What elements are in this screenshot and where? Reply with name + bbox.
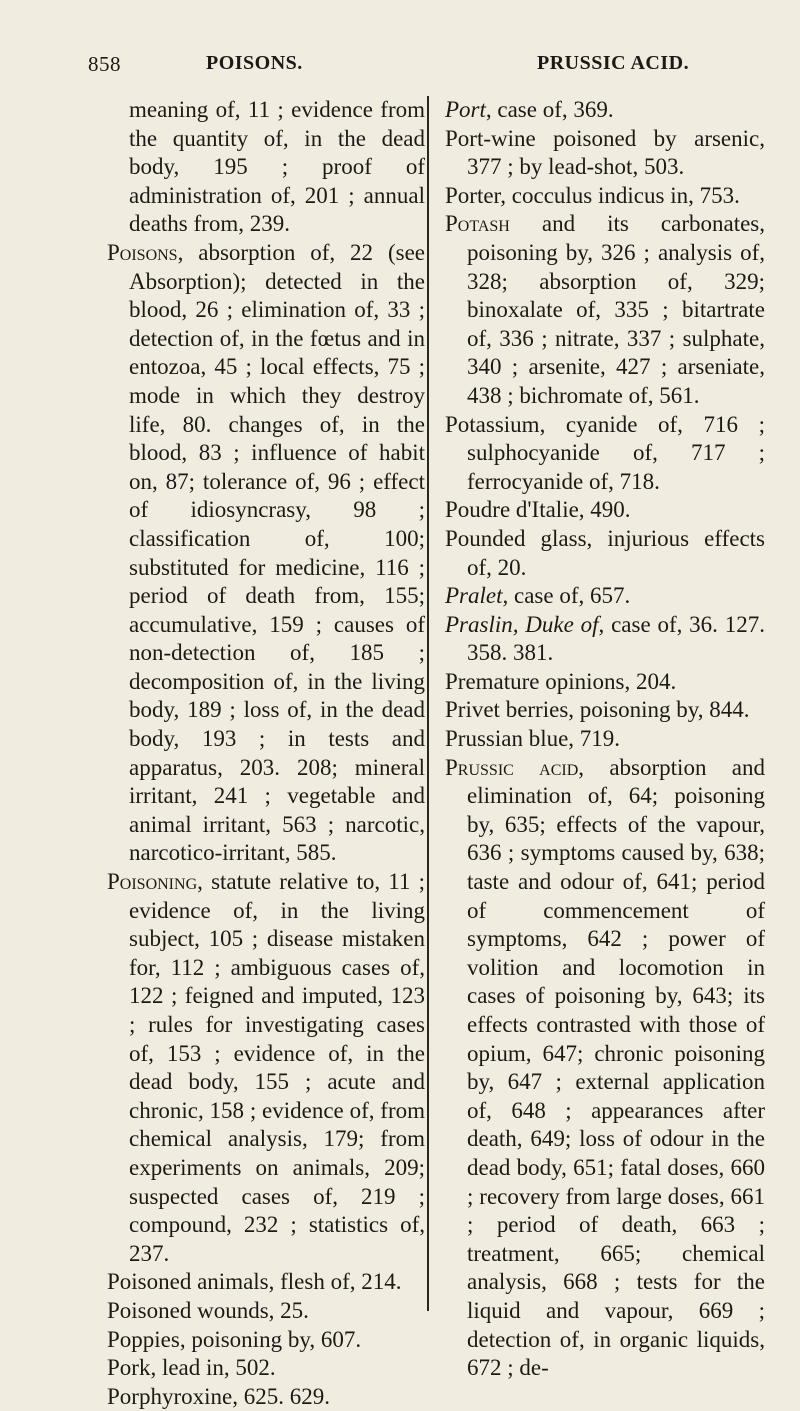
index-entry: Porter, cocculus indicus in, 753. [445, 182, 740, 208]
index-entry: Poppies, poisoning by, 607. [107, 1326, 362, 1352]
right-index-column [445, 96, 765, 1383]
index-entry: Premature opinions, 204. [445, 668, 677, 694]
index-entry: Potash and its carbonates, poisoning by, 326 ; analysis of, 328; absorption of, 329; binoxalate of, 335 ; bitartrate of, 336 ; nitrate, 337 ; sulphate, 340 ; arsenite, 427 ; arseniate, 438 ; bichromate of, 561. [445, 211, 765, 408]
entry-heading: Pralet [445, 583, 503, 609]
index-entry: Poisoned wounds, 25. [107, 1297, 309, 1323]
index-entry: Poisoned animals, flesh of, 214. [107, 1269, 402, 1295]
index-entry: Poudre d'Italie, 490. [445, 497, 631, 523]
header-right-title: PRUSSIC ACID. [537, 52, 690, 74]
index-entry: Port-wine poisoned by arsenic, 377 ; by lead-shot, 503. [445, 125, 765, 180]
column-divider [427, 96, 429, 1311]
index-entry: Potassium, cyanide of, 716 ; sulphocyanide of, 717 ; ferrocyanide of, 718. [445, 411, 765, 494]
entry-heading: Port [445, 97, 486, 122]
header-left-title: POISONS. [206, 52, 303, 74]
page-number: 858 [88, 52, 121, 76]
entry-heading: Poisoning [107, 869, 198, 895]
index-entry: Praslin, Duke of, case of, 36. 127. 358. 381. [445, 611, 765, 666]
left-index-column [107, 96, 425, 1411]
index-entry: Poisons, absorption of, 22 (see Absorption); detected in the blood, 26 ; elimination of, 33 ; detection of, in the fœtus and in entozoa, 45 ; local effects, 75 ; mode in which they destroy life, 80. changes of, in the blood, 83 ; influence of habit on, 87; tolerance of, 96 ; effect of idiosyncrasy, 98 ; classification of, 100; substituted for medicine, 116 ; period of death from, 155; accumulative, 159 ; causes of non-detection of, 185 ; decomposition of, in the living body, 189 ; loss of, in the dead body, 193 ; in tests and apparatus, 203. 208; mineral irritant, 241 ; vegetable and animal irritant, 563 ; narcotic, narcotico-irritant, 585. [107, 239, 425, 866]
index-entry: Port, case of, 369. [445, 97, 614, 122]
index-entry: Privet berries, poisoning by, 844. [445, 697, 750, 723]
entry-heading: Praslin, Duke of [445, 611, 599, 637]
index-entry: Pounded glass, injurious effects of, 20. [445, 525, 765, 580]
entry-heading: Prussic acid [445, 754, 579, 780]
entry-heading: Potash [445, 211, 510, 237]
index-entry: Pralet, case of, 657. [445, 583, 631, 609]
entry-heading: Poisons [107, 239, 178, 265]
index-entry: Porphyroxine, 625. 629. [107, 1383, 330, 1409]
index-entry: Prussic acid, absorption and elimination of, 64; poisoning by, 635; effects of the vapour, 636 ; symptoms caused by, 638; taste and odour of, 641; period of commencement of symptoms, 642 ; power of volition and locomotion in cases of poisoning by, 643; its effects contrasted with those of opium, 647; chronic poisoning by, 647 ; external application of, 648 ; appearances after death, 649; loss of odour in the dead body, 651; fatal doses, 660 ; recovery from large doses, 661 ; period of death, 663 ; treatment, 665; chemical analysis, 668 ; tests for the liquid and vapour, 669 ; detection of, in organic liquids, 672 ; de- [445, 754, 765, 1381]
index-entry: Pork, lead in, 502. [107, 1355, 276, 1381]
index-entry: meaning of, 11 ; evidence from the quantity of, in the dead body, 195 ; proof of administration of, 201 ; annual deaths from, 239. [129, 97, 425, 237]
running-header [0, 52, 800, 86]
index-entry: Poisoning, statute relative to, 11 ; evidence of, in the living subject, 105 ; disease mistaken for, 112 ; ambiguous cases of, 122 ; feigned and imputed, 123 ; rules for investigating cases of, 153 ; evidence of, in the dead body, 155 ; acute and chronic, 158 ; evidence of, from chemical analysis, 179; from experiments on animals, 209; suspected cases of, 219 ; compound, 232 ; statistics of, 237. [107, 869, 425, 1266]
index-entry: Prussian blue, 719. [445, 726, 621, 752]
